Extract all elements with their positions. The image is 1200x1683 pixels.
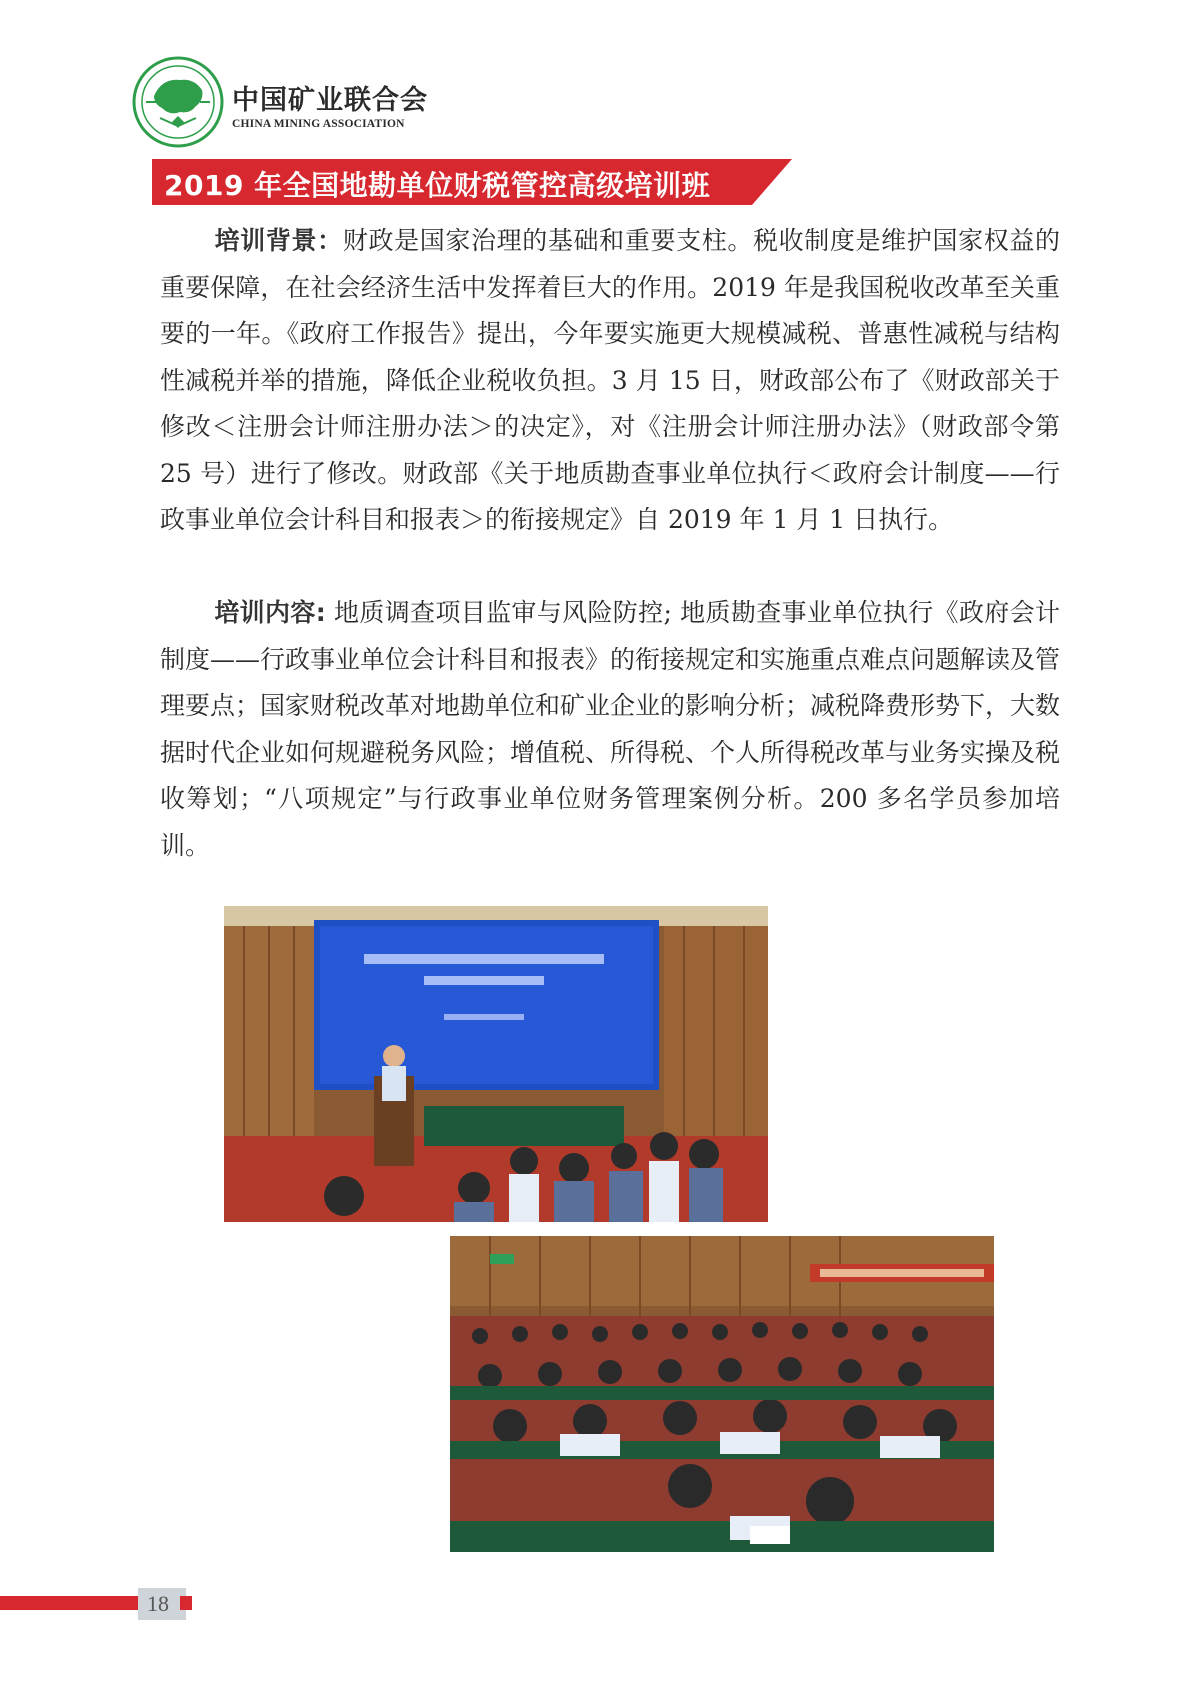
- lecture-photo-icon: [224, 906, 768, 1222]
- background-text: 财政是国家治理的基础和重要支柱。税收制度是维护国家权益的重要保障，在社会经济生活中发挥着巨大的作用。2019 年是我国税收改革至关重要的一年。《政府工作报告》提出，今年要实施更大规模减税、普惠性减税与结构性减税并举的措施，降低企业税收负担。3 月 15 日，财政部公布了《财政部关于修改＜注册会计师注册办法＞的决定》，对《注册会计师注册办法》（财政部令第 25 号）进行了修改。财政部《关于地质勘查事业单位执行＜政府会计制度——行政事业单位会计科目和报表＞的衔接规定》自 2019 年 1 月 1 日执行。: [160, 226, 1060, 534]
- content-paragraph: [160, 590, 1060, 869]
- content-label: 培训内容:: [214, 598, 326, 627]
- training-lecture-photo: [224, 906, 768, 1222]
- footer-red-bar: [0, 1596, 138, 1610]
- org-name-cn: 中国矿业联合会: [232, 85, 428, 116]
- article-title: 2019 年全国地勘单位财税管控高级培训班: [164, 169, 711, 202]
- audience-photo-icon: [450, 1236, 994, 1552]
- content-text: 地质调查项目监审与风险防控; 地质勘查事业单位执行《政府会计制度——行政事业单位会计科目和报表》的衔接规定和实施重点难点问题解读及管理要点；国家财税改革对地勘单位和矿业企业的影响分析；减税降费形势下，大数据时代企业如何规避税务风险；增值税、所得税、个人所得税改革与业务实操及税收筹划；“八项规定”与行政事业单位财务管理案例分析。200 多名学员参加培训。: [160, 598, 1061, 860]
- footer-red-square: [180, 1596, 192, 1610]
- china-map-globe-logo-icon: [132, 56, 224, 148]
- title-banner: [152, 159, 792, 205]
- header-logo: [132, 56, 432, 156]
- training-audience-photo: [450, 1236, 994, 1552]
- background-label: 培训背景：: [214, 226, 343, 255]
- background-paragraph: [160, 218, 1060, 544]
- page-number: 18: [147, 1591, 169, 1616]
- org-name-en: CHINA MINING ASSOCIATION: [232, 118, 405, 130]
